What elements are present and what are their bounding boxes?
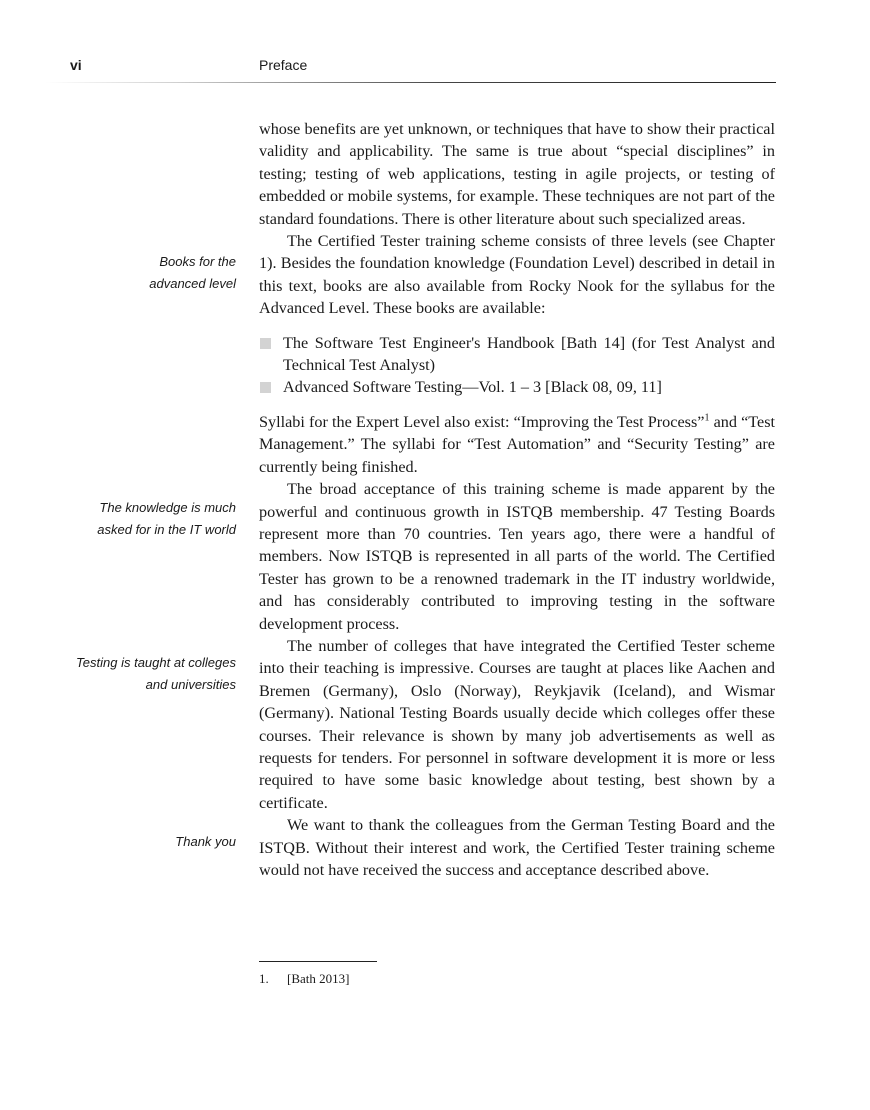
footnote-text: [Bath 2013] <box>287 971 350 986</box>
list-item: The Software Test Engineer's Handbook [Bath 14] (for Test Analyst and Technical Test Analyst) <box>259 332 775 377</box>
page-number: vi <box>70 57 82 73</box>
margin-note-colleges: Testing is taught at colleges and universities <box>76 655 236 693</box>
page-header <box>0 0 870 84</box>
paragraph-training-levels: The Certified Tester training scheme consists of three levels (see Chapter 1). Besides the foundation knowledge (Foundation Level) described in detail in this text, books are also available from Rocky Nook for the syllabus for the Advanced Level. These books are available: <box>259 232 775 318</box>
square-bullet-icon <box>260 382 271 393</box>
paragraph-thanks: We want to thank the colleagues from the German Testing Board and the ISTQB. Without their interest and work, the Certified Tester training scheme would not have received the success and acceptance described above. <box>259 816 775 879</box>
book-list <box>259 332 775 399</box>
list-item: Advanced Software Testing—Vol. 1 – 3 [Black 08, 09, 11] <box>259 376 775 398</box>
header-rule <box>46 82 776 83</box>
paragraph-colleges: The number of colleges that have integrated the Certified Tester scheme into their teaching is impressive. Courses are taught at places like Aachen and Bremen (Germany), Oslo (Norway), Reykjavik (Iceland), and Wismar (Germany). National Testing Boards usually decide which colleges offer these courses. Their relevance is shown by many job advertisements as well as requests for tenders. For personnel in software development it is more or less required to have some basic knowledge about testing, best shown by a certificate. <box>259 636 775 812</box>
margin-note-thank-you: Thank you <box>175 834 236 849</box>
main-text <box>259 118 775 881</box>
margin-note-knowledge: The knowledge is much asked for in the IT world <box>97 500 236 538</box>
paragraph-acceptance: The broad acceptance of this training scheme is made apparent by the powerful and continuous growth in ISTQB membership. 47 Testing Boards represent more than 70 countries. Ten years ago, there were a handful of members. Now ISTQB is represented in all parts of the world. The Certified Tester has grown to be a renowned trademark in the IT industry worldwide, and has considerably contributed to improving testing in the software development process. <box>259 480 775 633</box>
paragraph-expert-level: Syllabi for the Expert Level also exist: “Improving the Test Process”$^1$ and “Test Management.” The syllabi for “Test Automation” and “Security Testing” are currently being finished. <box>259 412 776 476</box>
paragraph-intro: whose benefits are yet unknown, or techniques that have to show their practical validity and applicability. The same is true about “special disciplines” in testing; testing of web applications, testing in agile projects, or testing of embedded or mobile systems, for example. These techniques are not part of the standard foundations. There is other literature about such specialized areas. <box>259 120 775 228</box>
margin-note-books-advanced: Books for the advanced level <box>149 254 236 292</box>
running-title: Preface <box>259 57 308 73</box>
footnote <box>259 970 349 988</box>
square-bullet-icon <box>260 338 271 349</box>
footnote-rule <box>259 961 377 962</box>
footnote-ref[interactable]: 1 <box>704 412 710 424</box>
footnote-number: 1. <box>259 971 269 986</box>
